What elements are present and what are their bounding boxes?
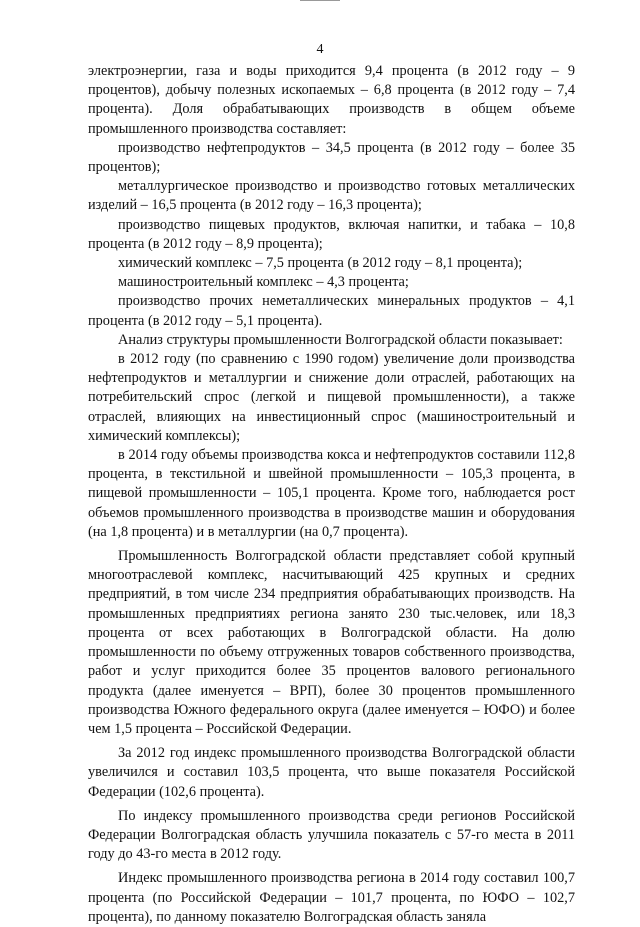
page-number: 4 xyxy=(316,42,324,57)
paragraph: в 2014 году объемы производства кокса и нефтепродуктов составили 112,8 процента, в текстильной и швейной промышленности – 105,3 процента, в пищевой промышленности – 105,1 процента. Кроме того, наблюдается рост объемов промышленного производства в производстве машин и оборудования (на 1,8 процента) и в металлургии (на 0,7 процента). xyxy=(88,447,575,540)
paragraph: За 2012 год индекс промышленного производства Волгоградской области увеличился и составил 103,5 процента, что выше показателя Российской Федерации (102,6 процента). xyxy=(88,745,575,800)
paragraph: Индекс промышленного производства региона в 2014 году составил 100,7 процента (по Российской Федерации – 101,7 процента, по ЮФО – 102,7 процента), по данному показателю Волгоградская область заняла xyxy=(88,870,575,925)
paragraph: машиностроительный комплекс – 4,3 процента; xyxy=(118,274,409,291)
document-body xyxy=(88,62,575,927)
paragraph: производство нефтепродуктов – 34,5 процента (в 2012 году – более 35 процентов); xyxy=(88,139,575,176)
paragraph: электроэнергии, газа и воды приходится 9,4 процента (в 2012 году – 9 процентов), добычу полезных ископаемых – 6,8 процента (в 2012 году – 7,4 процента). Доля обрабатывающих производств в общем объеме промышленного производства составляет: xyxy=(88,63,575,137)
paragraph: металлургическое производство и производство готовых металлических изделий – 16,5 процента (в 2012 году – 16,3 процента); xyxy=(88,178,575,214)
paragraph: в 2012 году (по сравнению с 1990 годом) увеличение доли производства нефтепродуктов и металлургии и снижение доли отраслей, работающих на потребительский спрос (легкой и пищевой промышленности), а также отраслей, влияющих на инвестиционный спрос (машиностроительный и химический комплексы); xyxy=(88,351,575,444)
top-rule xyxy=(300,0,340,1)
paragraph: химический комплекс – 7,5 процента (в 2012 году – 8,1 процента); xyxy=(118,255,523,272)
paragraph: По индексу промышленного производства среди регионов Российской Федерации Волгоградская область улучшила показатель с 57-го места в 2011 году до 43-го места в 2012 году. xyxy=(88,807,575,863)
paragraph: Анализ структуры промышленности Волгоградской области показывает: xyxy=(118,331,563,348)
paragraph: Промышленность Волгоградской области представляет собой крупный многоотраслевой комплекс, насчитывающий 425 крупных и средних предприятий, в том числе 234 предприятия обрабатывающих производств. На промышленных предприятиях региона занято 230 тыс.человек, или 18,3 процента от всех работающих в Волгоградской области. На долю промышленности по объему отгруженных товаров собственного производства, работ и услуг приходится более 35 процентов валового регионального продукта (далее именуется – ВРП), более 30 процентов промышленного производства Южного федерального округа (далее именуется – ЮФО) и более чем 1,5 процента – Российской Федерации. xyxy=(88,548,575,737)
paragraph: производство прочих неметаллических минеральных продуктов – 4,1 процента (в 2012 году – 5,1 процента). xyxy=(88,293,575,329)
paragraph: производство пищевых продуктов, включая напитки, и табака – 10,8 процента (в 2012 году – 8,9 процента); xyxy=(88,216,575,252)
